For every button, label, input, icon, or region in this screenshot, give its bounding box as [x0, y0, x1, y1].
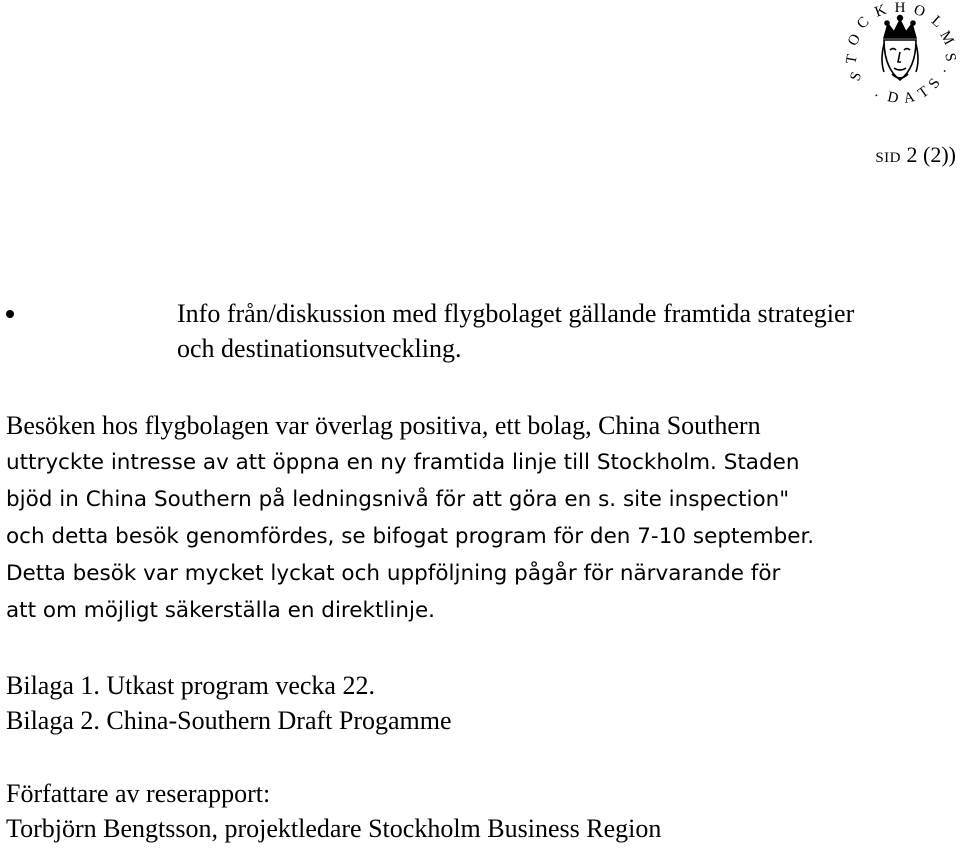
body-line: att om möjligt säkerställa en direktlinje. — [6, 598, 436, 623]
logo-letter: M — [936, 28, 957, 48]
logo-letter: K — [872, 1, 889, 21]
body-line: bjöd in China Southern på ledningsnivå för att göra en s. site inspection" — [6, 487, 790, 512]
logo-letter: . — [872, 85, 885, 101]
logo-letter: T — [915, 83, 933, 102]
logo-letter: . — [939, 68, 957, 74]
body-paragraph — [6, 407, 954, 629]
body-line: uttryckte intresse av att öppna en ny framtida linje till Stockholm. Staden — [6, 450, 800, 475]
bullet-text: Info från/diskussion med flygbolaget gällande framtida strategier och destinationsutveckling. — [177, 299, 855, 363]
logo-letter: S — [941, 51, 959, 63]
crowned-saint-erik-head-icon — [840, 0, 960, 112]
logo-letter: T — [843, 53, 861, 66]
page-number-label: SID — [875, 150, 902, 166]
logo-letter: H — [894, 0, 906, 16]
author-name: Torbjörn Bengtsson, projektledare Stockholm Business Region — [6, 814, 662, 843]
author-block — [6, 776, 661, 846]
logo-letter: O — [911, 1, 928, 21]
page-number — [875, 140, 956, 173]
logo-letter: S — [925, 75, 944, 92]
attachment-item: Bilaga 1. Utkast program vecka 22. — [6, 671, 375, 700]
body-line: Detta besök var mycket lyckat och uppföljning pågår för närvarande för — [6, 561, 781, 586]
body-line: Besöken hos flygbolagen var överlag positiva, ett bolag, China Southern — [6, 411, 761, 440]
body-line: och detta besök genomfördes, se bifogat program för den 7-10 september. — [6, 524, 815, 549]
logo-letter: O — [844, 31, 865, 49]
logo-letter: C — [853, 13, 873, 33]
logo-letter: L — [927, 13, 946, 32]
page-number-value: 2 (2)) — [906, 142, 956, 167]
logo-letter: S — [847, 69, 866, 84]
author-label: Författare av reserapport: — [6, 779, 271, 808]
logo-letter: D — [885, 89, 900, 108]
stockholms-stad-logo — [840, 0, 960, 112]
bullet-icon — [6, 310, 14, 318]
logo-letter: A — [902, 89, 917, 108]
attachments-list — [6, 668, 452, 738]
attachment-item: Bilaga 2. China-Southern Draft Progamme — [6, 706, 452, 735]
